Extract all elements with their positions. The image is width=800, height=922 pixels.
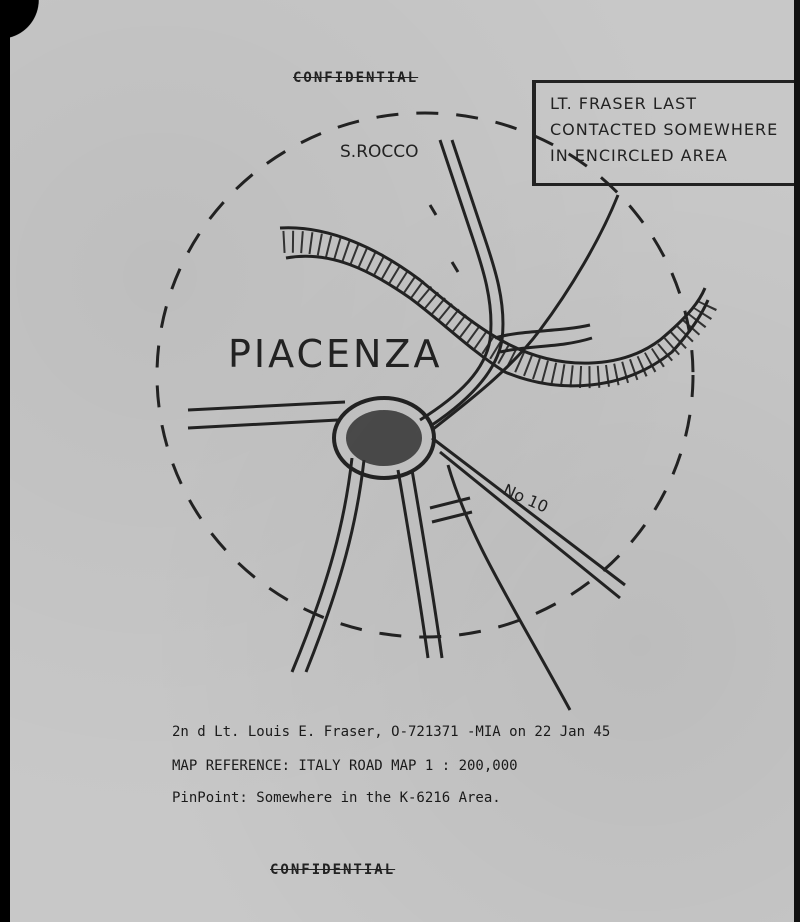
note-line: IN ENCIRCLED AREA [550, 146, 728, 165]
typed-line-pinpoint: PinPoint: Somewhere in the K-6216 Area. [172, 790, 501, 806]
city-label: PIACENZA [228, 332, 443, 376]
classification-stamp-bottom: CONFIDENTIAL [270, 862, 396, 878]
note-line: CONTACTED SOMEWHERE [550, 120, 779, 139]
note-line: LT. FRASER LAST [550, 94, 697, 113]
river-branch [500, 338, 592, 352]
typed-line-map-reference: MAP REFERENCE: ITALY ROAD MAP 1 : 200,000 [172, 758, 518, 774]
typed-line-subject: 2n d Lt. Louis E. Fraser, O-721371 -MIA on 22 Jan 45 [172, 724, 611, 740]
road-label: No 10 [500, 480, 552, 517]
village-label: S.ROCCO [340, 142, 419, 162]
city-center-fill [346, 410, 422, 466]
classification-stamp-top: CONFIDENTIAL [293, 70, 419, 86]
